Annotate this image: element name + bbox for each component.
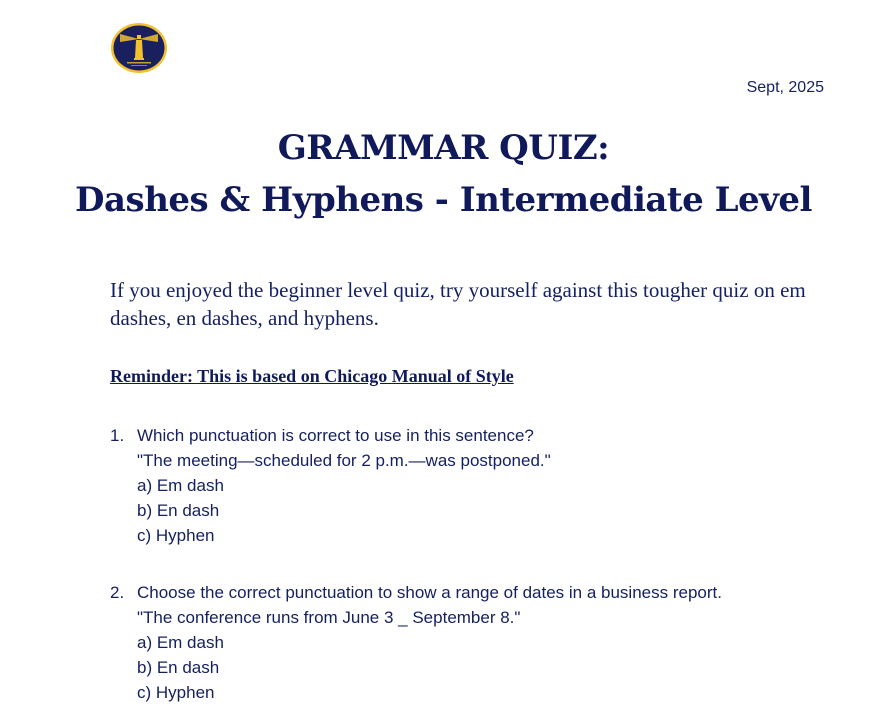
logo: [110, 22, 168, 74]
document-date: Sept, 2025: [746, 79, 824, 96]
question-sentence: "The conference runs from June 3 _ September 8.": [137, 608, 521, 627]
page-subtitle: Dashes & Hyphens - Intermediate Level: [75, 180, 812, 220]
answer-option-a: a) Em dash: [137, 633, 224, 652]
page-title: GRAMMAR QUIZ:: [277, 128, 610, 168]
intro-paragraph: If you enjoyed the beginner level quiz, try yourself against this tougher quiz on em dashes, en dashes, and hyphens.: [110, 278, 806, 330]
answer-option-b: b) En dash: [137, 501, 220, 520]
question-body: [137, 423, 837, 548]
question-number: 1.: [110, 426, 125, 445]
question-sentence: "The meeting—scheduled for 2 p.m.—was postponed.": [137, 451, 551, 470]
answer-option-c: c) Hyphen: [137, 683, 215, 702]
answer-option-b: b) En dash: [137, 658, 220, 677]
lighthouse-logo-icon: [110, 22, 168, 74]
reminder-heading: Reminder: This is based on Chicago Manual of Style: [110, 366, 514, 386]
question-number: 2.: [110, 583, 125, 602]
question-prompt: Which punctuation is correct to use in this sentence?: [137, 426, 534, 445]
question-prompt: Choose the correct punctuation to show a range of dates in a business report.: [137, 583, 722, 602]
answer-option-c: c) Hyphen: [137, 526, 215, 545]
answer-option-a: a) Em dash: [137, 476, 224, 495]
question-body: [137, 580, 837, 705]
